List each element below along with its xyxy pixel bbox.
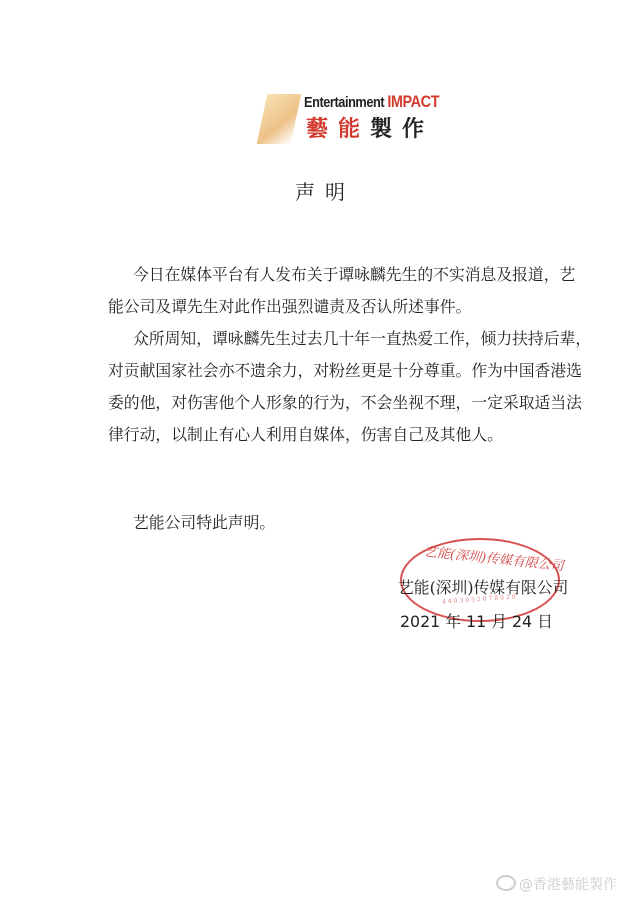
text-line: 众所周知，谭咏麟先生过去几十年一直热爱工作，倾力扶持后辈， xyxy=(133,329,592,348)
logo-english: Entertainment IMPACT xyxy=(304,92,440,111)
text-line: 对贡献国家社会亦不遗余力，对粉丝更是十分尊重。作为中国香港选 xyxy=(108,361,582,380)
logo-chinese: 藝能製作 xyxy=(306,116,435,142)
seal-text: 艺能(深圳)传媒有限公司 xyxy=(423,544,565,575)
document-title: 声明 xyxy=(295,180,355,204)
text-line: 律行动，以制止有心人利用自媒体，伤害自己及其他人。 xyxy=(108,425,503,444)
text-line: 委的他，对伤害他个人形象的行为，不会坐视不理，一定采取适当法 xyxy=(108,393,582,412)
company-logo xyxy=(262,92,462,148)
text-line: 艺能公司特此声明。 xyxy=(133,513,276,532)
weibo-icon xyxy=(496,875,516,891)
seal-number: 4403052078020 xyxy=(441,593,518,606)
text-line: 能公司及谭先生对此作出强烈谴责及否认所述事件。 xyxy=(108,297,472,316)
signature-company: 艺能(深圳)传媒有限公司 xyxy=(398,578,569,597)
weibo-watermark: @香港藝能製作 xyxy=(496,874,617,894)
signature-date: 2021 年 11 月 24 日 xyxy=(400,612,553,631)
logo-emblem xyxy=(257,94,302,144)
text-line: 今日在媒体平台有人发布关于谭咏麟先生的不实消息及报道，艺 xyxy=(133,265,576,284)
